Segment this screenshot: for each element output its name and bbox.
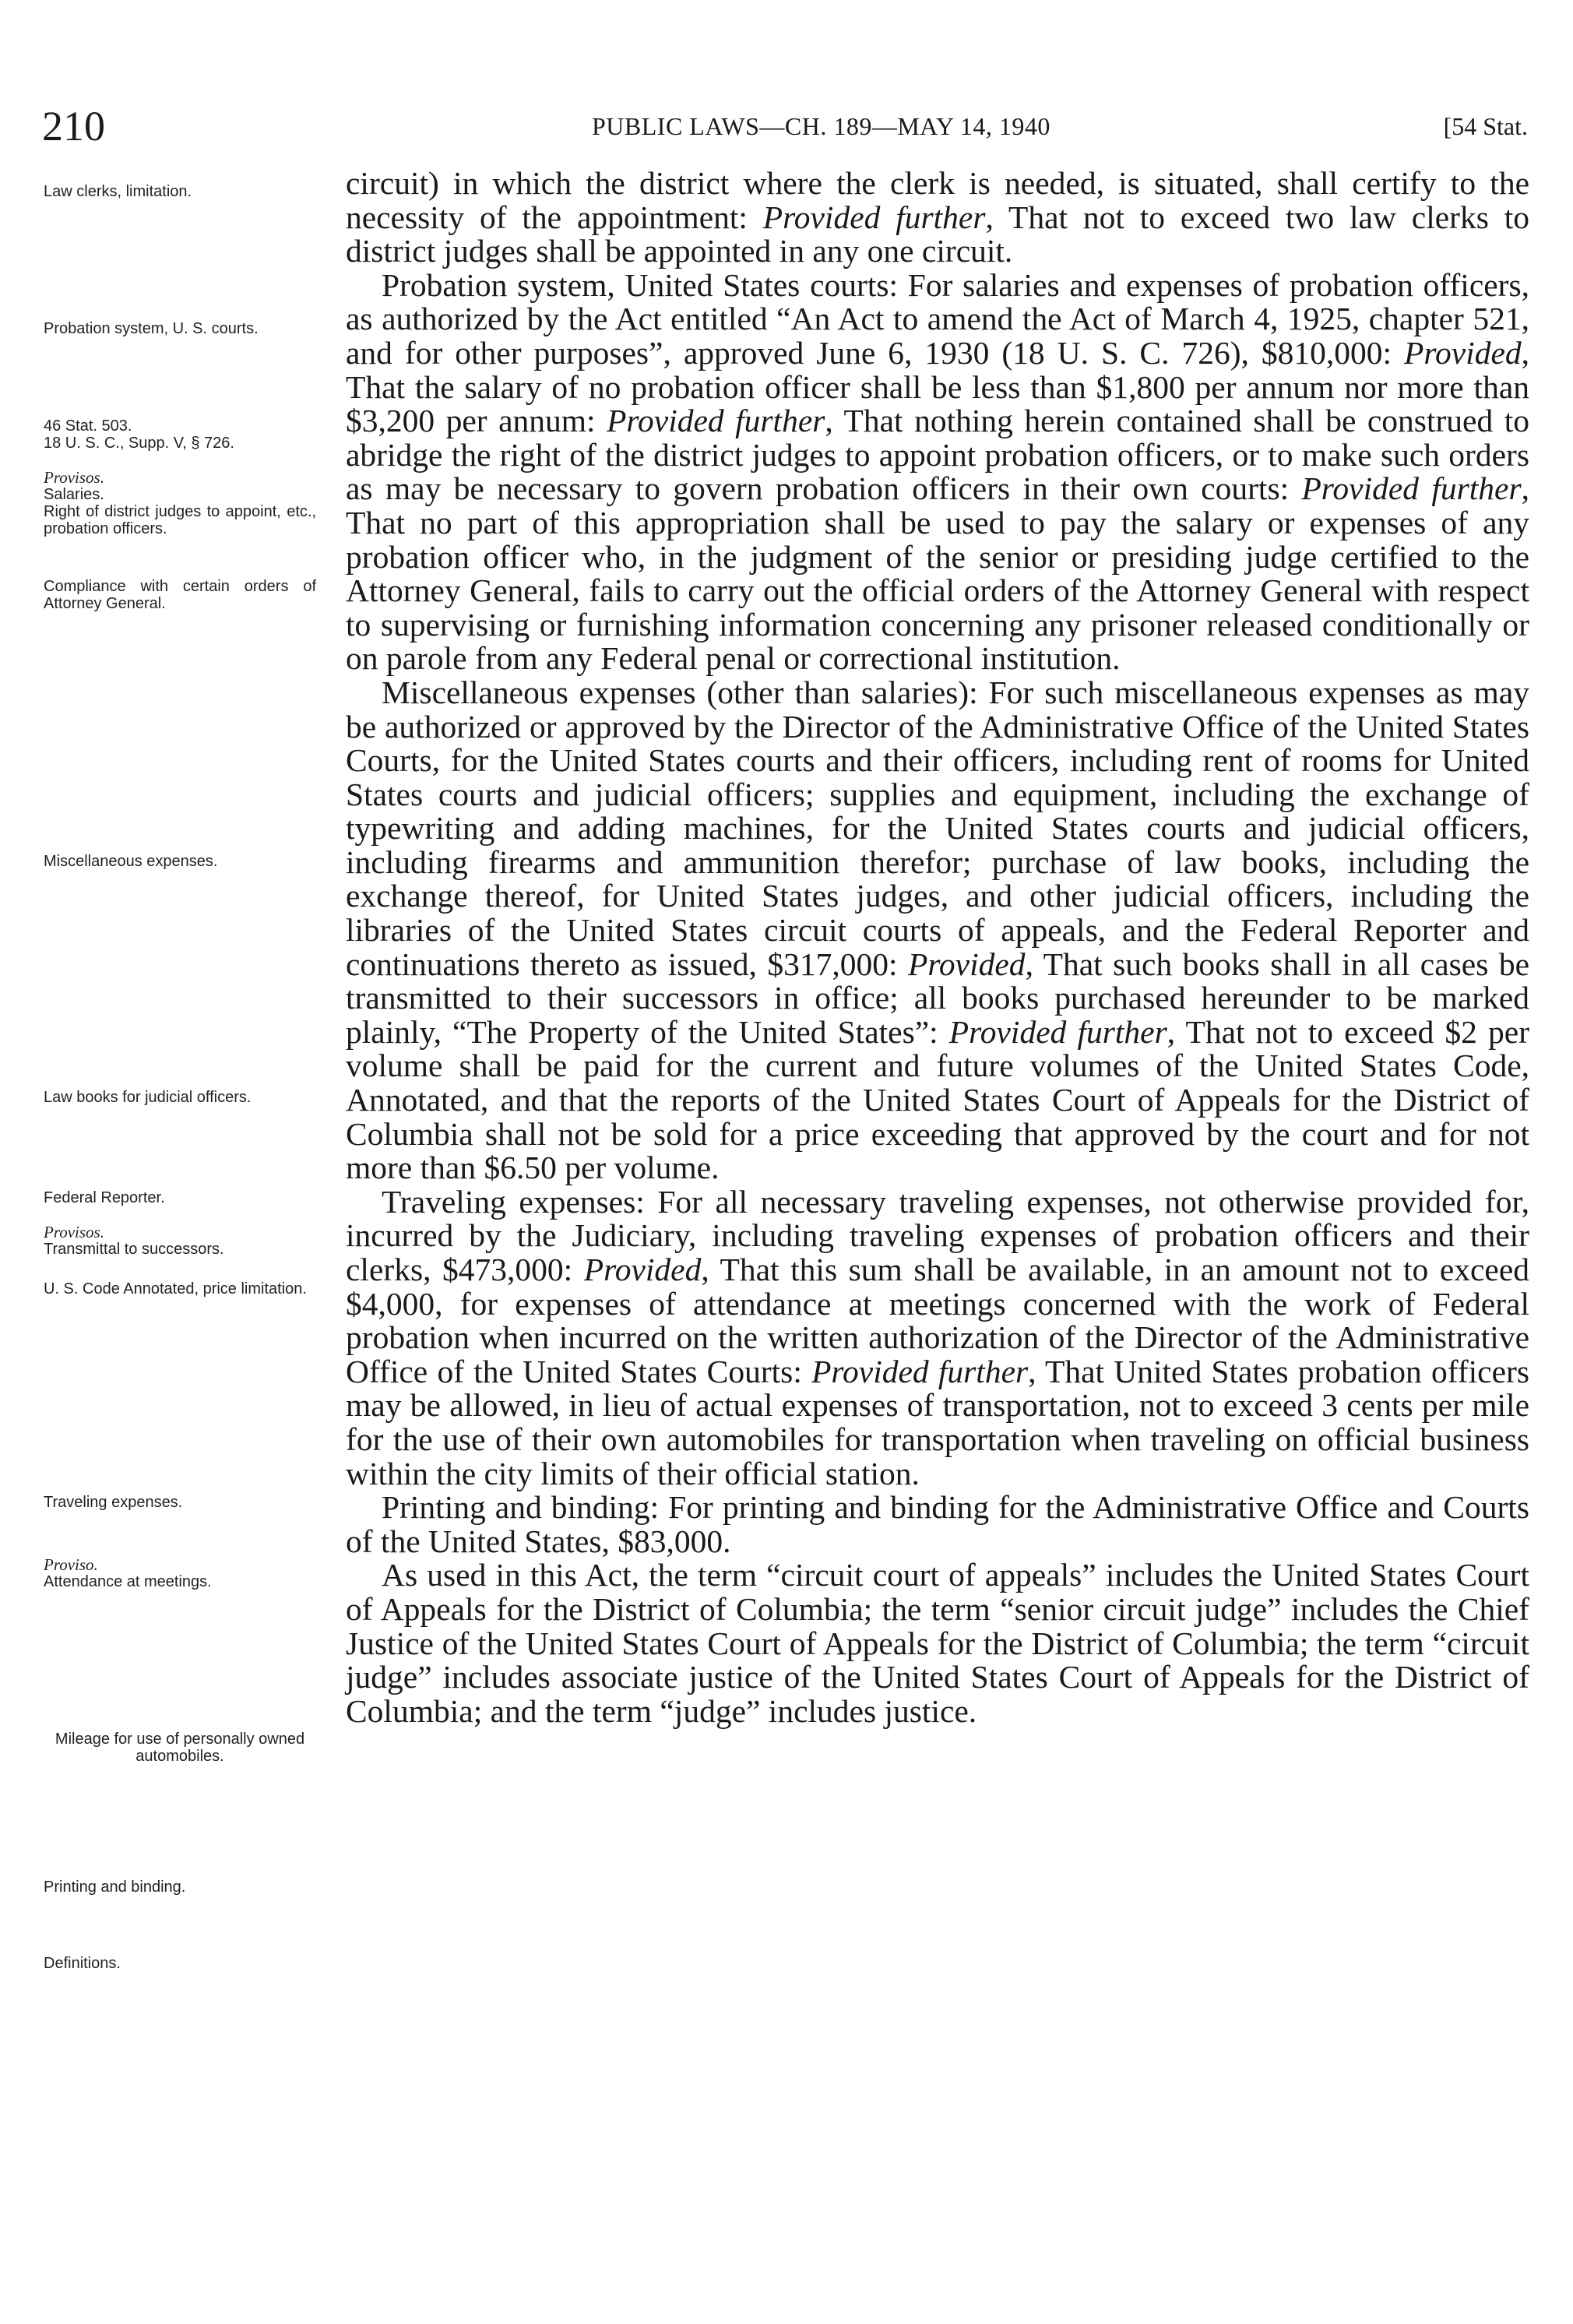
text-run: Printing and binding: For printing and binding for the Administrative Office and Courts of the United States, $83,000. bbox=[346, 1489, 1529, 1559]
proviso-phrase: Provided bbox=[1404, 334, 1522, 371]
margin-note-printing-binding: Printing and binding. bbox=[44, 1879, 186, 1896]
text-run: circuit) in which the district where the clerk is needed, is situated, shall certify to the necessity of the appointment: bbox=[346, 165, 1529, 235]
text-run: , That not to exceed two law clerks to district judges shall be appointed in any one circuit. bbox=[346, 199, 1530, 269]
margin-note-provisos: Provisos. bbox=[44, 468, 104, 487]
margin-note-salaries: Salaries. bbox=[44, 486, 104, 503]
margin-note-proviso: Proviso. bbox=[44, 1555, 98, 1574]
margin-note-right-of-judges: Right of district judges to appoint, etc., probation officers. bbox=[44, 503, 316, 537]
paragraph-miscellaneous-expenses bbox=[346, 676, 1529, 1185]
text-run: , That nothing herein contained shall be construed to abridge the right of the district judges to appoint probation officers, or to make such orders as may be necessary to govern probation officers in their own courts: bbox=[346, 403, 1529, 507]
proviso-phrase: Provided bbox=[907, 945, 1026, 982]
text-run: , That United States probation officers may be allowed, in lieu of actual expenses of transportation, not to exceed 3 cents per mile for the use of their own automobiles for transportation when traveling on official business within the city limits of their official station. bbox=[346, 1353, 1529, 1491]
proviso-phrase: Provided further bbox=[811, 1353, 1029, 1389]
margin-note-citation-18-usc: 18 U. S. C., Supp. V, § 726. bbox=[44, 435, 234, 452]
paragraph-law-clerks bbox=[346, 167, 1529, 269]
margin-note-miscellaneous-expenses: Miscellaneous expenses. bbox=[44, 853, 218, 870]
text-run: Traveling expenses: For all necessary traveling expenses, not otherwise provided for, incurred by the Judiciary, including traveling expenses of probation officers and their clerks, $473,000: bbox=[346, 1183, 1529, 1287]
running-title: PUBLIC LAWS—CH. 189—MAY 14, 1940 bbox=[592, 112, 1050, 140]
margin-note-probation-system: Probation system, U. S. courts. bbox=[44, 320, 259, 337]
margin-note-compliance: Compliance with certain orders of Attorney General. bbox=[44, 578, 316, 612]
paragraph-definitions bbox=[346, 1558, 1529, 1728]
text-run: , That no part of this appropriation shall be used to pay the salary or expenses of any probation officer who, in the judgment of the senior or presiding judge certified to the Attorney General, fails to carry out the official orders of the Attorney General with respect to supervising or furnishing information concerning any prisoner released conditionally or on parole from any Federal penal or correctional institution. bbox=[346, 470, 1529, 677]
proviso-phrase: Provided further bbox=[948, 1013, 1167, 1050]
margin-note-definitions: Definitions. bbox=[44, 1955, 121, 1972]
margin-note-law-clerks: Law clerks, limitation. bbox=[44, 183, 192, 200]
margin-note-law-books: Law books for judicial officers. bbox=[44, 1089, 252, 1106]
proviso-phrase: Provided bbox=[583, 1252, 702, 1287]
margin-note-provisos-2: Provisos. bbox=[44, 1223, 104, 1241]
paragraph-traveling-expenses bbox=[346, 1185, 1529, 1491]
main-text bbox=[346, 167, 1529, 1728]
text-run: Probation system, United States courts: For salaries and expenses of probation officers, as authorized by the Act entitled “An Act to amend the Act of March 4, 1925, chapter 521, and for other purposes”, approved June 6, 1930 (18 U. S. C. 726), $810,000: bbox=[346, 266, 1529, 371]
proviso-phrase: Provided further bbox=[607, 403, 825, 439]
margin-note-traveling-expenses: Traveling expenses. bbox=[44, 1494, 183, 1511]
margin-notes bbox=[44, 0, 316, 2324]
paragraph-printing-binding bbox=[346, 1491, 1529, 1558]
text-run: As used in this Act, the term “circuit court of appeals” includes the United States Court of Appeals for the District of Columbia; the term “senior circuit judge” includes the Chief Justice of the United States Court of Appeals for the District of Columbia; the term “circuit judge” includes associate justice of the United States Court of Appeals for the District of Columbia; and the term “judge” includes justice. bbox=[346, 1557, 1529, 1729]
volume-reference: [54 Stat. bbox=[1443, 112, 1528, 140]
margin-note-attendance: Attendance at meetings. bbox=[44, 1573, 212, 1590]
margin-note-federal-reporter: Federal Reporter. bbox=[44, 1189, 165, 1206]
text-run: Miscellaneous expenses (other than salaries): For such miscellaneous expenses as may be authorized or approved by the Director of the Administrative Office of the United States Courts, for the United States courts and their officers, including rent of rooms for United States courts and judicial officers; supplies and equipment, including the exchange of typewriting and adding machines, for the United States courts and judicial officers, including firearms and ammunition therefor; purchase of law books, including the exchange thereof, for United States judges, and other judicial officers, including the libraries of the United States circuit courts of appeals, and the Federal Reporter and continuations thereto as issued, $317,000: bbox=[346, 674, 1529, 982]
paragraph-probation-system bbox=[346, 266, 1529, 677]
proviso-phrase: Provided further bbox=[762, 199, 986, 235]
margin-note-citation-46-stat: 46 Stat. 503. bbox=[44, 417, 132, 435]
text-run: , That this sum shall be available, in an amount not to exceed $4,000, for expenses of attendance at meetings concerned with the work of Federal probation when incurred on the written authorization of the Director of the Administrative Office of the United States Courts: bbox=[346, 1252, 1529, 1389]
proviso-phrase: Provided further bbox=[1301, 470, 1522, 507]
page-number: 210 bbox=[42, 103, 105, 150]
text-run: , That such books shall in all cases be transmitted to their successors in office; all books purchased hereunder to be marked plainly, “The Property of the United States”: bbox=[346, 945, 1529, 1050]
margin-note-code-annotated: U. S. Code Annotated, price limitation. bbox=[44, 1280, 307, 1298]
margin-note-transmittal: Transmittal to successors. bbox=[44, 1241, 224, 1258]
text-run: , That the salary of no probation officer shall be less than $1,800 per annum nor more than $3,200 per annum: bbox=[346, 334, 1529, 439]
margin-note-mileage: Mileage for use of personally owned automobiles. bbox=[55, 1731, 305, 1765]
text-run: , That not to exceed $2 per volume shall be paid for the current and future volumes of the United States Code, Annotated, and that the reports of the United States Court of Appeals for the District of Columbia shall not be sold for a price exceeding that approved by the court and for not more than $6.50 per volume. bbox=[346, 1013, 1530, 1186]
